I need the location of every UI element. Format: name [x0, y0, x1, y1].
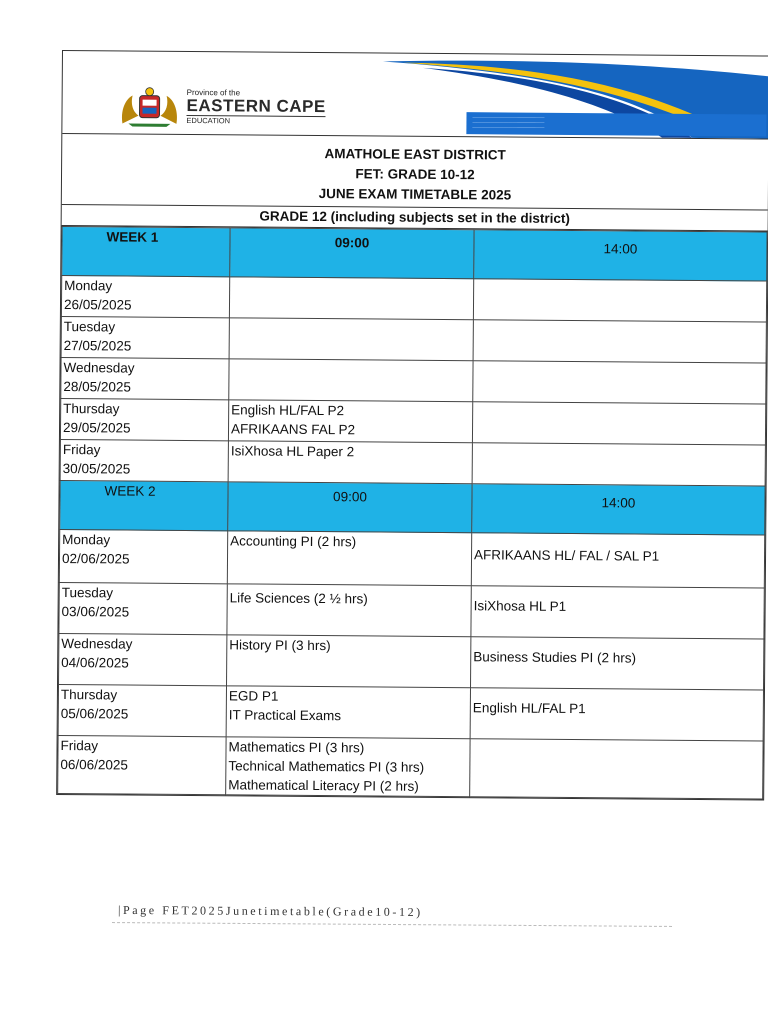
footer-divider [112, 922, 672, 927]
morning-subject [232, 277, 471, 279]
table-row [59, 633, 764, 690]
afternoon-cell: IsiXhosa HL P1 [471, 586, 764, 639]
timetable-frame [56, 50, 768, 801]
day-cell [58, 735, 226, 794]
afternoon-cell [470, 739, 763, 799]
afternoon-cell [473, 279, 766, 322]
afternoon-cell [472, 402, 765, 445]
morning-subject: IT Practical Exams [228, 707, 342, 724]
day-name: Wednesday [63, 360, 135, 376]
district-title: AMATHOLE EAST DISTRICT [324, 146, 506, 163]
morning-subject: History PI (3 hrs) [229, 637, 331, 654]
afternoon-cell: AFRIKAANS HL/ FAL / SAL P1 [471, 533, 764, 588]
day-date: 29/05/2025 [62, 420, 131, 436]
day-cell [60, 399, 228, 441]
morning-subject: AFRIKAANS FAL P2 [230, 421, 356, 438]
morning-cell [227, 584, 471, 637]
logo-education-text: EDUCATION [186, 116, 231, 126]
exam-timetable-title: JUNE EXAM TIMETABLE 2025 [318, 186, 512, 203]
week-2-time-morning: 09:00 [228, 482, 472, 533]
week-1-time-morning: 09:00 [230, 228, 474, 279]
morning-subject: EGD P1 [228, 688, 279, 704]
morning-cell [227, 635, 471, 688]
day-date: 06/06/2025 [60, 757, 129, 773]
day-name: Thursday [60, 687, 118, 703]
morning-cell [229, 277, 473, 320]
afternoon-cell: Business Studies PI (2 hrs) [471, 637, 764, 690]
morning-subject: IsiXhosa HL Paper 2 [230, 443, 355, 460]
week-2-time-afternoon: 14:00 [472, 484, 765, 535]
day-name: Friday [60, 738, 99, 754]
eastern-cape-logo [118, 85, 326, 129]
coat-of-arms-icon [118, 85, 180, 127]
table-row [60, 399, 765, 446]
morning-subject: Mathematical Literacy PI (2 hrs) [228, 777, 419, 794]
morning-subject [232, 359, 471, 361]
week-2-header-row [60, 480, 765, 535]
table-row [59, 582, 764, 639]
afternoon-cell [472, 443, 765, 486]
day-date: 26/05/2025 [63, 297, 132, 313]
table-row [61, 358, 766, 405]
morning-subject [232, 359, 471, 361]
logo-province-text: Province of the [186, 88, 241, 98]
afternoon-cell [473, 320, 766, 363]
morning-cell [226, 686, 470, 739]
table-row [61, 317, 766, 364]
day-date: 03/06/2025 [61, 604, 130, 620]
day-name: Tuesday [61, 585, 114, 601]
morning-subject [232, 277, 471, 279]
table-row [59, 529, 764, 588]
day-cell [58, 684, 226, 736]
week-1-time-afternoon: 14:00 [474, 230, 767, 281]
morning-cell [226, 737, 470, 797]
morning-subject: Life Sciences (2 ½ hrs) [229, 590, 368, 607]
morning-subject: Mathematics PI (3 hrs) [228, 739, 365, 756]
day-name: Wednesday [61, 636, 133, 652]
morning-subject: English HL/FAL P2 [231, 402, 345, 419]
morning-cell [228, 400, 472, 443]
day-name: Monday [62, 532, 111, 548]
day-cell [59, 633, 227, 685]
morning-subject: Technical Mathematics PI (3 hrs) [228, 758, 425, 775]
morning-subject: Accounting PI (2 hrs) [230, 533, 357, 550]
table-row [60, 439, 765, 486]
afternoon-cell [473, 361, 766, 404]
day-name: Tuesday [63, 319, 116, 335]
ministry-text-block: ———————————————— ———————————————— ———————————————— [466, 112, 766, 136]
timetable-table [57, 226, 767, 800]
day-cell [61, 358, 229, 400]
day-cell [59, 582, 227, 634]
day-date: 30/05/2025 [62, 461, 131, 477]
week-1-header-row [62, 227, 767, 282]
morning-cell [228, 441, 472, 484]
logo-eastern-cape-text: EASTERN CAPE [186, 96, 326, 117]
week-2-label: WEEK 2 [60, 480, 228, 530]
day-date: 27/05/2025 [63, 338, 132, 354]
fet-grade-title: FET: GRADE 10-12 [355, 166, 475, 183]
day-cell [60, 439, 228, 481]
timetable-document [56, 50, 768, 801]
header-banner [62, 51, 768, 140]
day-cell [61, 317, 229, 359]
table-row [58, 735, 763, 799]
morning-cell [229, 318, 473, 361]
morning-cell [229, 359, 473, 402]
table-row [58, 684, 763, 741]
morning-cell [227, 531, 471, 586]
day-date: 28/05/2025 [63, 379, 131, 395]
morning-subject [232, 318, 471, 320]
document-titles [62, 134, 768, 211]
day-name: Thursday [63, 401, 120, 417]
day-cell [59, 529, 227, 583]
grade-subtitle: GRADE 12 (including subjects set in the district) [62, 205, 768, 232]
day-name: Monday [64, 278, 113, 294]
morning-subject [232, 318, 471, 320]
page-footer: |Page FET2025Junetimetable(Grade10-12) [117, 902, 423, 920]
afternoon-cell: English HL/FAL P1 [470, 688, 763, 741]
table-row [61, 276, 766, 323]
week-1-label: WEEK 1 [62, 227, 230, 277]
day-date: 02/06/2025 [61, 551, 130, 567]
day-date: 05/06/2025 [60, 706, 129, 722]
day-name: Friday [62, 442, 101, 458]
day-date: 04/06/2025 [61, 655, 129, 671]
day-cell [61, 276, 229, 318]
